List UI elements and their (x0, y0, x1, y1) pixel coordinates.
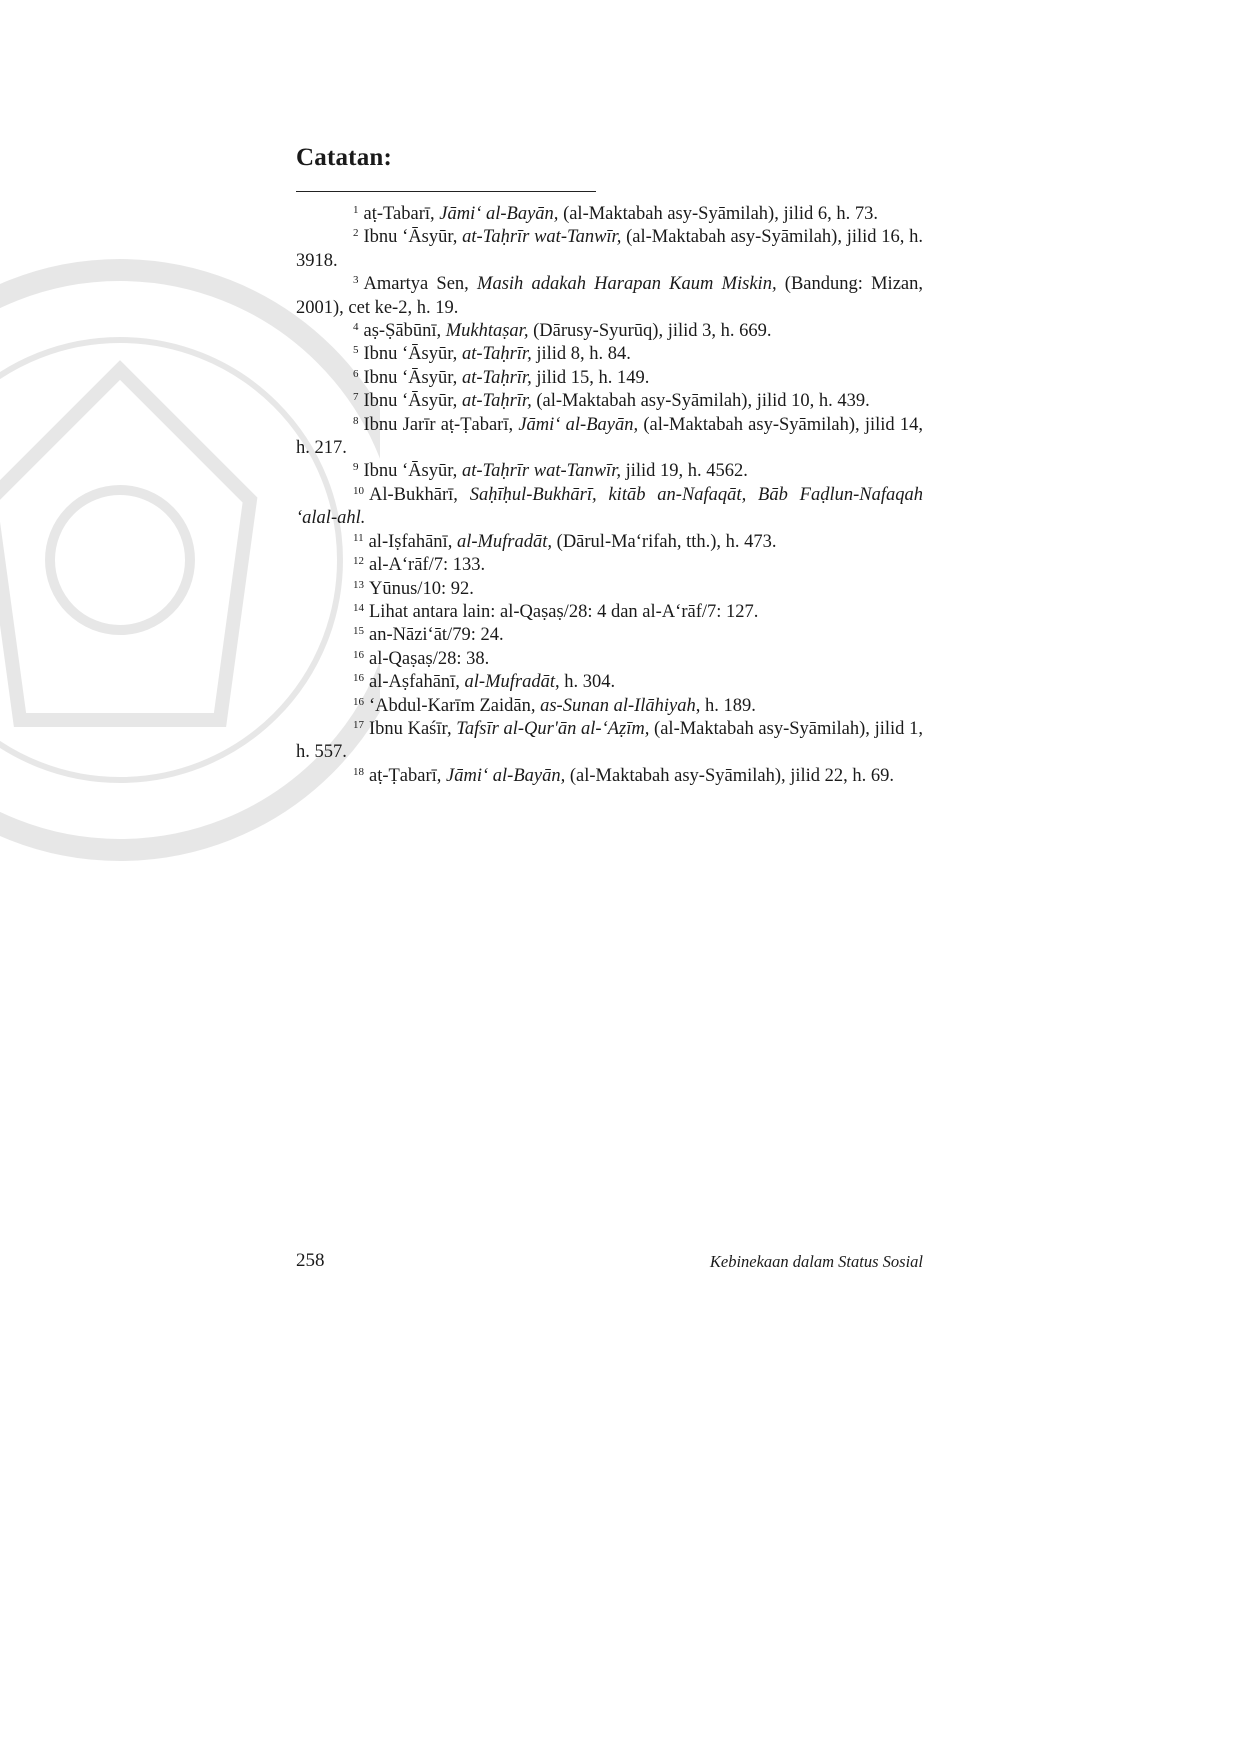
footnote-title: at-Taḥrīr wat-Tanwīr, (461, 461, 621, 482)
footnote-text: (Bandung: Mizan, 2001), cet ke-2, h. 19. (296, 274, 923, 318)
footnote-title: at-Taḥrīr, (461, 391, 532, 412)
footnote-text: (Dārul-Ma‘rifah, tth.), h. 473. (552, 531, 777, 552)
footnote (296, 601, 923, 624)
footnote-number: 13 (353, 578, 364, 591)
footnote (296, 765, 923, 788)
footnote-text: al-Iṣfahānī, (368, 531, 457, 552)
footnote-text: Ibnu ‘Āsyūr, (363, 461, 462, 482)
footnote-text: jilid 15, h. 149. (531, 367, 650, 388)
footnote-text: al-Qaṣaṣ/28: 38. (369, 648, 490, 669)
footnote-text: , h. 189. (695, 695, 756, 716)
footnote (296, 203, 923, 226)
footnote-text: Ibnu ‘Āsyūr, (363, 227, 463, 248)
footnote-title: at-Taḥrīr, (461, 367, 532, 388)
footnote-number: 16 (353, 648, 364, 661)
footnote-title: Jāmi‘ al-Bayān, (439, 204, 559, 224)
footnote-text: jilid 8, h. 84. (531, 344, 631, 365)
footnote-title: at-Taḥrīr, (461, 344, 532, 365)
footnote-title: Masih adakah Harapan Kaum Miskin, (477, 274, 777, 295)
footnote-divider (296, 191, 596, 192)
footnote-number: 7 (353, 391, 359, 404)
footnote-number: 1 (353, 204, 359, 216)
footnote (296, 578, 923, 601)
footnote-text: ‘Abdul-Karīm Zaidān, (369, 695, 541, 716)
footnote (296, 226, 923, 273)
footnote-text: aṭ-Ṭabarī, (369, 765, 447, 786)
footnote-text: aṣ-Ṣābūnī, (363, 321, 446, 342)
footnote-text: (al-Maktabah asy-Syāmilah), jilid 10, h. 439. (531, 391, 870, 412)
footnote-number: 14 (353, 601, 364, 614)
footnote-text: aṭ-Tabarī, (363, 204, 440, 224)
footnote-number: 11 (353, 531, 364, 544)
footnote-text: (Dārusy-Syurūq), jilid 3, h. 669. (528, 321, 772, 342)
footnote (296, 671, 923, 694)
footnote-number: 12 (353, 555, 364, 568)
footnote-number: 5 (353, 344, 359, 357)
footnote (296, 531, 923, 554)
footnote-text: , h. 304. (555, 672, 616, 693)
footnote-text: Lihat antara lain: al-Qaṣaṣ/28: 4 dan al-A‘rāf/7: 127. (369, 601, 759, 622)
footnote (296, 624, 923, 647)
footnote (296, 273, 923, 320)
footnote-text: Ibnu Jarīr aṭ-Ṭabarī, (363, 414, 519, 435)
footnote-text: (al-Maktabah asy-Syāmilah), jilid 22, h. 69. (565, 765, 895, 786)
footnote (296, 648, 923, 671)
footnote-number: 6 (353, 367, 359, 380)
section-heading: Catatan: (296, 144, 393, 171)
footnote-number: 3 (353, 274, 359, 287)
footnote-text: an-Nāzi‘āt/79: 24. (369, 625, 504, 646)
footnote-list (296, 203, 923, 788)
footnote-title: as-Sunan al-Ilāhiyah (540, 695, 696, 716)
footnote-text: (al-Maktabah asy-Syāmilah), jilid 6, h. 73. (558, 204, 879, 224)
page-number: 258 (296, 1250, 325, 1271)
footnote-title: Jāmi‘ al-Bayān, (518, 414, 639, 435)
footnote-text: Yūnus/10: 92. (369, 578, 474, 599)
footnote-text: al-A‘rāf/7: 133. (369, 555, 486, 576)
footnote-text: Al-Bukhārī, (369, 484, 470, 505)
footnote-title: at-Taḥrīr wat-Tanwīr, (462, 227, 622, 248)
footnote-title: Saḥīḥul-Bukhārī, kitāb an-Nafaqāt, Bāb Faḍlun-Nafaqah ‘alal-ahl. (296, 484, 923, 529)
footnote (296, 367, 923, 390)
footnote (296, 390, 923, 413)
footnote-number: 18 (353, 765, 364, 778)
footnote (296, 320, 923, 343)
footnote (296, 695, 923, 718)
footnote (296, 718, 923, 765)
footnote (296, 484, 923, 531)
footnote-text: (al-Maktabah asy-Syāmilah), jilid 14, h. 217. (296, 414, 924, 459)
footnote-text: Ibnu Kaśīr, (369, 718, 457, 739)
footnote-text: (al-Maktabah asy-Syāmilah), jilid 1, h. 557. (296, 718, 923, 763)
footnote-number: 15 (353, 625, 364, 638)
footnote-text: (al-Maktabah asy-Syāmilah), jilid 16, h. 3918. (296, 227, 923, 271)
footnote (296, 460, 923, 483)
footnote-title: Tafsīr al-Qur'ān al-‘Aẓīm, (456, 718, 650, 739)
footnote-title: al-Mufradāt, (456, 531, 553, 552)
footnote-text: al-Aṣfahānī, (369, 672, 465, 693)
footnote-number: 17 (353, 718, 364, 731)
footnote-number: 2 (353, 227, 359, 240)
footnote-title: Jāmi‘ al-Bayān, (446, 765, 566, 786)
footnote (296, 554, 923, 577)
running-title: Kebinekaan dalam Status Sosial (709, 1252, 923, 1271)
footnote-text: Amartya Sen, (363, 274, 478, 295)
footnote-number: 16 (353, 672, 364, 685)
footnote-title: al-Mufradāt (464, 672, 555, 693)
footnote-text: Ibnu ‘Āsyūr, (363, 391, 462, 412)
footnote-text: Ibnu ‘Āsyūr, (363, 367, 462, 388)
footnote-number: 16 (353, 695, 364, 708)
footnote-text: Ibnu ‘Āsyūr, (363, 344, 462, 365)
footnote-number: 10 (353, 484, 364, 497)
footnote (296, 414, 923, 461)
footnote-number: 4 (353, 321, 359, 334)
footnote-text: jilid 19, h. 4562. (620, 461, 748, 482)
footnote-number: 9 (353, 461, 359, 474)
footnote-number: 8 (353, 414, 359, 427)
footnote-title: Mukhtaṣar, (445, 321, 529, 342)
footnote (296, 343, 923, 366)
